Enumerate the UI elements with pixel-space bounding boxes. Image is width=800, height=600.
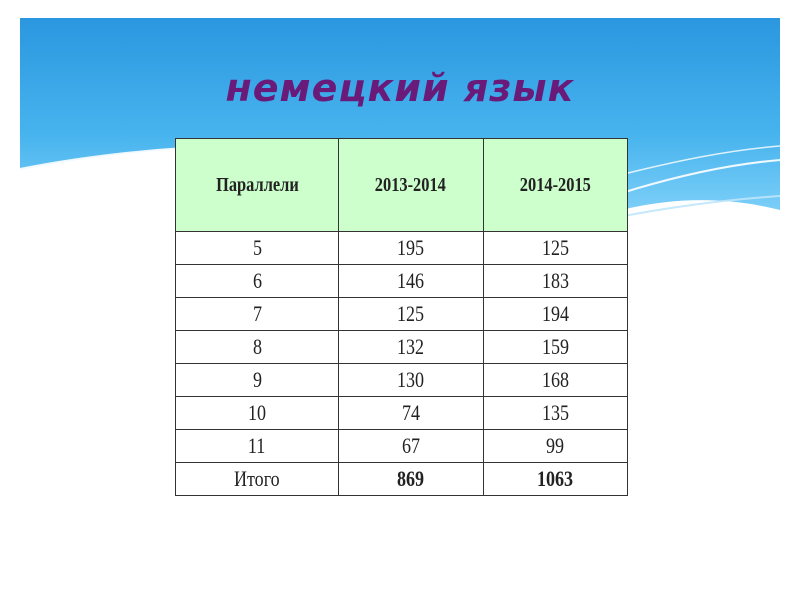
cell-text: 10 [247, 400, 267, 425]
header-parallels [176, 139, 339, 232]
cell-text: 183 [541, 268, 569, 293]
cell-grade [176, 298, 339, 331]
header-2013-2014-label: 2013-2014 [375, 173, 447, 196]
cell-text: 5 [252, 235, 262, 260]
cell-text: 67 [401, 433, 420, 458]
cell-grade [176, 265, 339, 298]
cell-text: 194 [541, 301, 569, 326]
header-2014-2015 [483, 139, 628, 232]
table-row [176, 331, 628, 364]
cell-text: 11 [248, 433, 266, 458]
total-2013-2014-cell [339, 463, 483, 496]
cell-value [339, 430, 483, 463]
cell-grade [176, 430, 339, 463]
cell-text: 146 [397, 268, 425, 293]
cell-value [339, 397, 483, 430]
table-total-row [176, 463, 628, 496]
cell-text: 168 [541, 367, 569, 392]
cell-text: 7 [252, 301, 262, 326]
cell-text: 135 [541, 400, 569, 425]
header-parallels-label: Параллели [215, 173, 299, 196]
cell-value [483, 232, 628, 265]
cell-text: 8 [252, 334, 262, 359]
cell-value [339, 298, 483, 331]
cell-value [483, 265, 628, 298]
cell-text: 159 [541, 334, 569, 359]
header-2014-2015-label: 2014-2015 [519, 173, 591, 196]
cell-value [483, 331, 628, 364]
cell-value [483, 298, 628, 331]
table-row [176, 430, 628, 463]
table-header-row [176, 139, 628, 232]
cell-grade [176, 364, 339, 397]
total-2014-2015-cell [483, 463, 628, 496]
data-table [175, 138, 628, 496]
table-row [176, 232, 628, 265]
cell-text: 6 [252, 268, 262, 293]
cell-text: 99 [546, 433, 565, 458]
cell-value [339, 364, 483, 397]
cell-text: 130 [397, 367, 425, 392]
cell-text: 132 [397, 334, 425, 359]
cell-value [339, 265, 483, 298]
total-label-cell [176, 463, 339, 496]
slide-title: немецкий язык [225, 66, 575, 110]
header-2013-2014 [339, 139, 483, 232]
cell-text: 9 [252, 367, 262, 392]
cell-value [483, 364, 628, 397]
cell-value [483, 430, 628, 463]
cell-grade [176, 397, 339, 430]
cell-value [339, 232, 483, 265]
total-label: Итого [234, 466, 280, 491]
cell-grade [176, 331, 339, 364]
table-row [176, 397, 628, 430]
cell-value [483, 397, 628, 430]
cell-text: 125 [397, 301, 425, 326]
cell-grade [176, 232, 339, 265]
cell-text: 195 [397, 235, 425, 260]
cell-value [339, 331, 483, 364]
total-2014-2015: 1063 [537, 466, 574, 491]
table-row [176, 364, 628, 397]
cell-text: 74 [401, 400, 420, 425]
total-2013-2014: 869 [397, 466, 425, 491]
table-row [176, 265, 628, 298]
table-row [176, 298, 628, 331]
cell-text: 125 [541, 235, 569, 260]
